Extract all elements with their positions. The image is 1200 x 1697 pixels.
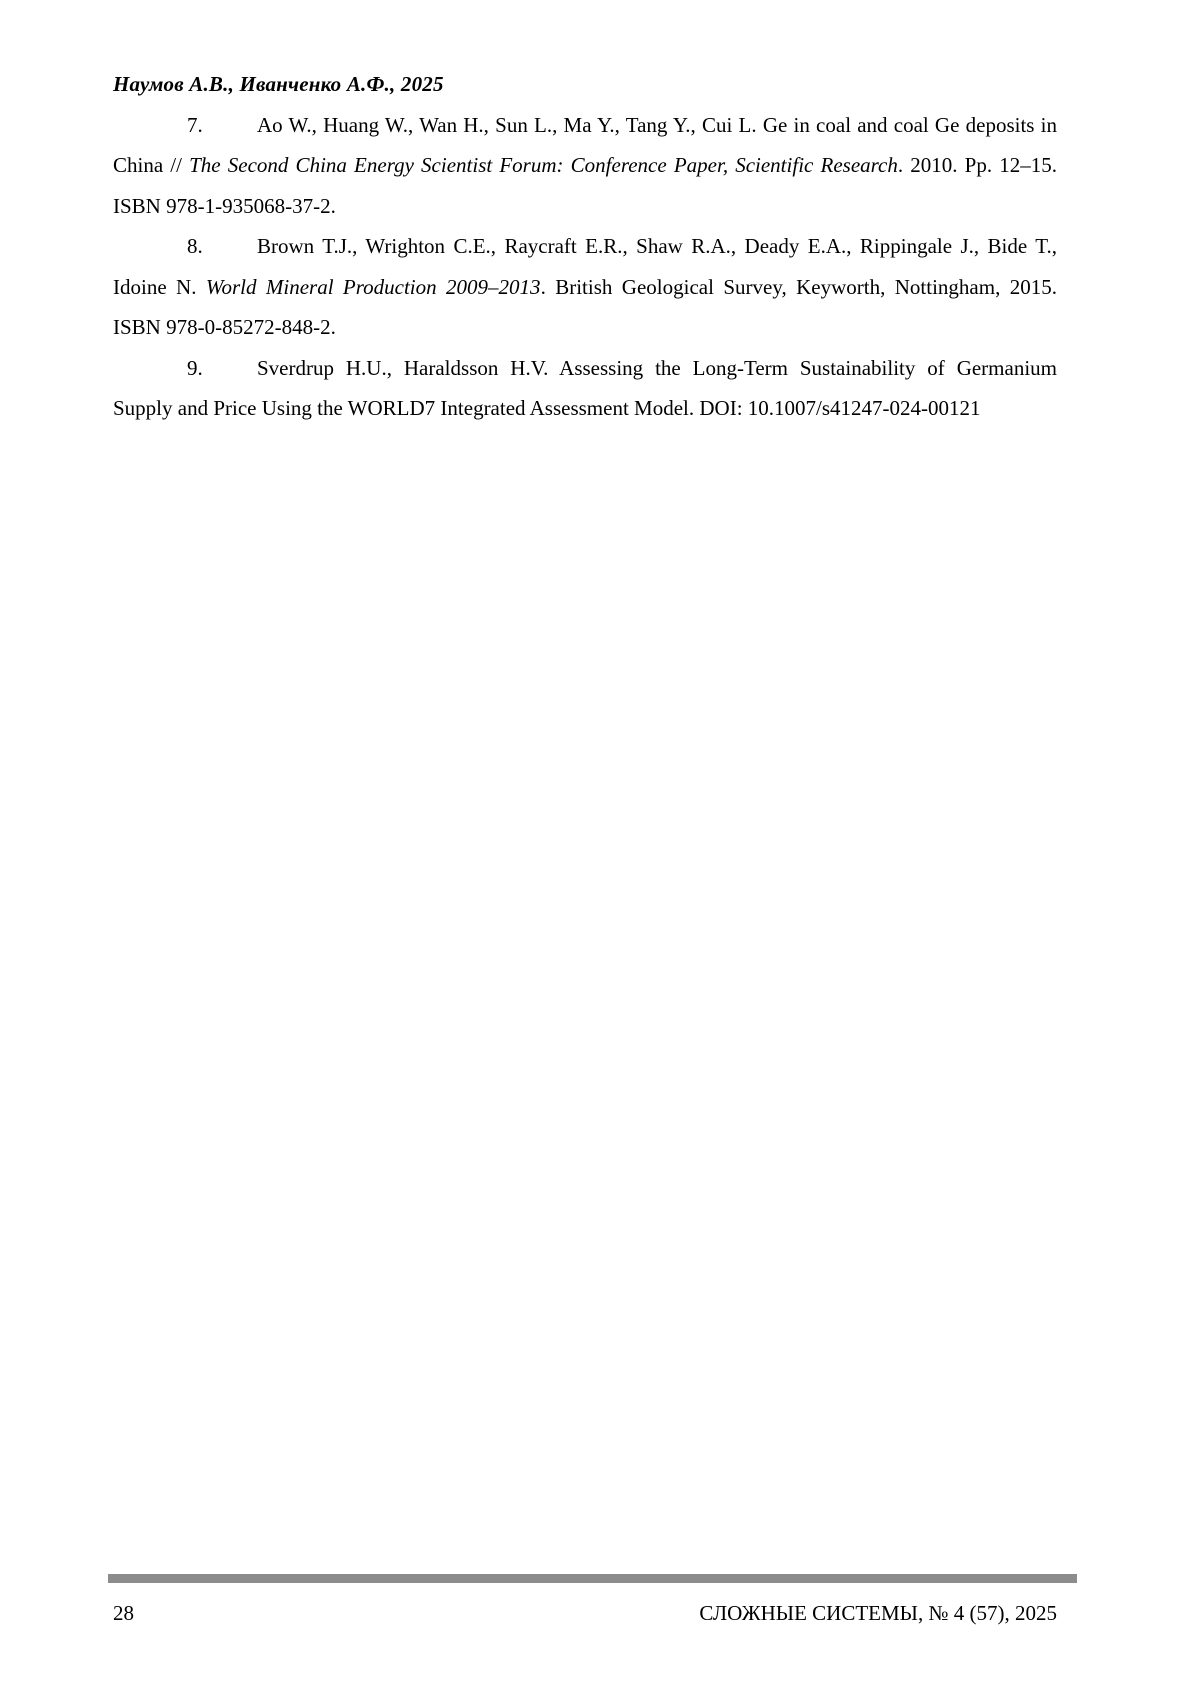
page-footer [113, 1600, 1057, 1626]
page-number: 28 [113, 1601, 134, 1625]
reference-text-segment: Ao W., Huang W., Wan H., Sun L., Ma Y., Tang Y., Cui L. Ge in coal and coal Ge deposits in China // [113, 112, 1057, 177]
page-content [113, 64, 1057, 429]
reference-number: 9. [187, 355, 203, 380]
reference-text-segment: . 2010. Pp. 12–15. ISBN 978-1-935068-37-2. [113, 153, 1057, 218]
reference-text-segment: . British Geological Survey, Keyworth, Nottingham, 2015. ISBN 978-0-85272-848-2. [113, 274, 1057, 339]
reference-text-segment-italic: World Mineral Production 2009–2013 [205, 274, 541, 299]
reference-number: 7. [187, 112, 203, 137]
reference-number: 8. [187, 234, 203, 258]
reference-item-8 [113, 226, 1057, 348]
reference-text-segment: Brown T.J., Wrighton C.E., Raycraft E.R., Shaw R.A., Deady E.A., Rippingale J., Bide T., Idoine N. [113, 234, 1057, 299]
reference-text-segment: Sverdrup H.U., Haraldsson H.V. Assessing the Long-Term Sustainability of Germanium Supply and Price Using the WORLD7 Integrated Assessment Model. DOI: 10.1007/s41247-024-00121 [113, 355, 1057, 420]
footer-divider [108, 1574, 1077, 1583]
journal-title: СЛОЖНЫЕ СИСТЕМЫ, № 4 (57), 2025 [699, 1601, 1057, 1625]
reference-item-7 [113, 105, 1057, 227]
reference-text-segment-italic: The Second China Energy Scientist Forum: Conference Paper, Scientific Research [189, 153, 898, 177]
reference-item-9 [113, 348, 1057, 429]
author-header: Наумов А.В., Иванченко А.Ф., 2025 [113, 72, 444, 96]
